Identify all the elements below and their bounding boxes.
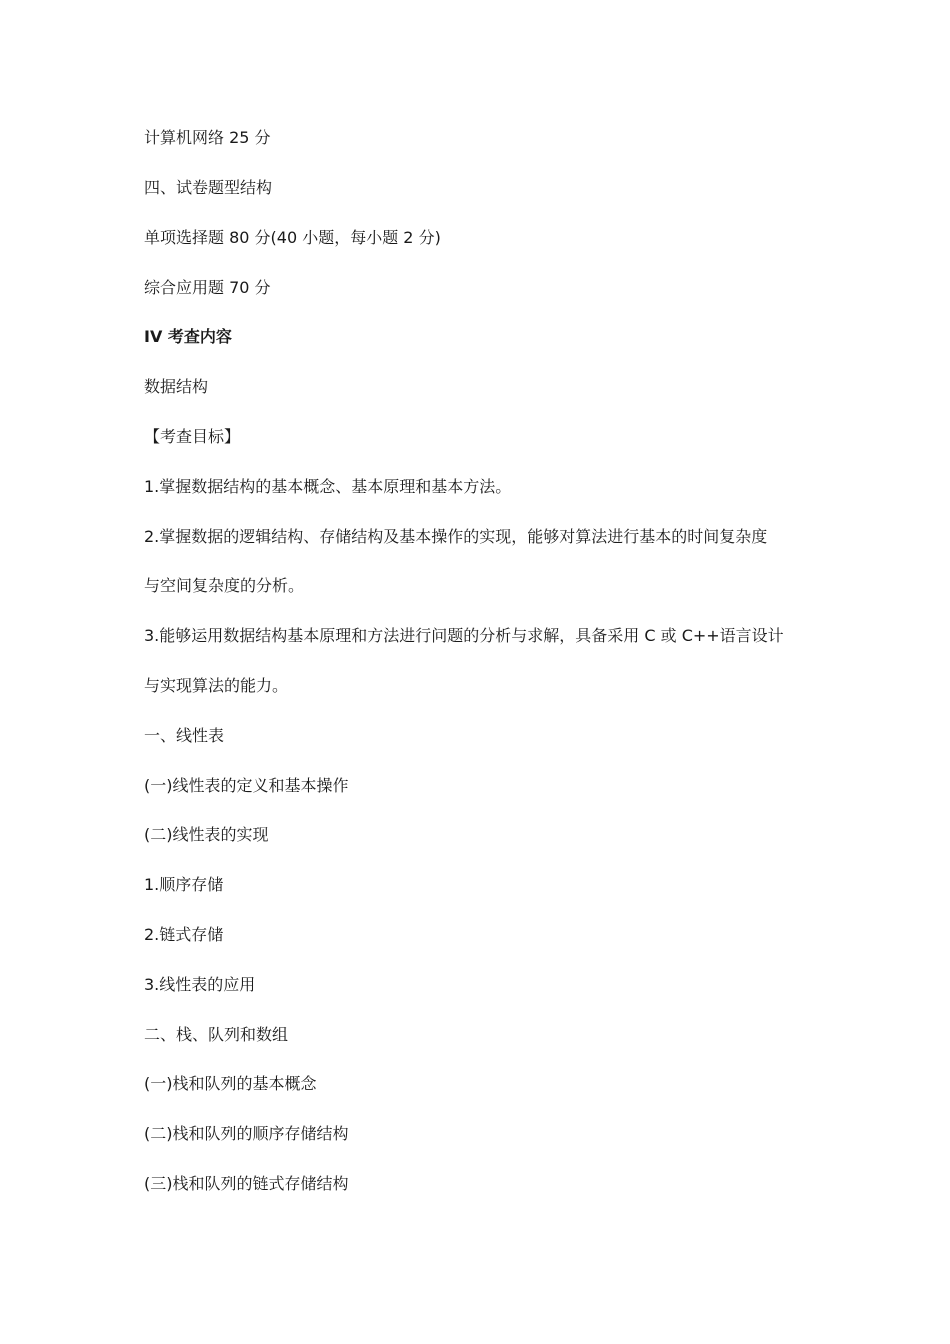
topic-heading-linear-list: 一、线性表 bbox=[144, 726, 225, 745]
subtopic-linear-list-implementation: (二)线性表的实现 bbox=[144, 825, 269, 844]
topic-heading-stack-queue-array: 二、栈、队列和数组 bbox=[144, 1025, 289, 1044]
objectives-heading: 【考查目标】 bbox=[144, 427, 241, 446]
question-type-comprehensive: 综合应用题 70 分 bbox=[144, 278, 271, 297]
subject-score-network: 计算机网络 25 分 bbox=[144, 128, 271, 147]
objective-item-3-line-2: 与实现算法的能力。 bbox=[144, 676, 289, 695]
subtopic-linear-list-definition: (一)线性表的定义和基本操作 bbox=[144, 776, 349, 795]
question-type-multiple-choice: 单项选择题 80 分(40 小题，每小题 2 分) bbox=[144, 228, 441, 247]
objective-item-1: 1.掌握数据结构的基本概念、基本原理和基本方法。 bbox=[144, 477, 512, 496]
subtopic-stack-queue-sequential: (二)栈和队列的顺序存储结构 bbox=[144, 1124, 349, 1143]
objective-item-3-line-1: 3.能够运用数据结构基本原理和方法进行问题的分析与求解，具备采用 C 或 C++语言设计 bbox=[144, 626, 784, 645]
list-item-sequential-storage: 1.顺序存储 bbox=[144, 875, 224, 894]
list-item-linear-list-application: 3.线性表的应用 bbox=[144, 975, 256, 994]
objective-item-2-line-2: 与空间复杂度的分析。 bbox=[144, 576, 305, 595]
objective-item-2-line-1: 2.掌握数据的逻辑结构、存储结构及基本操作的实现，能够对算法进行基本的时间复杂度 bbox=[144, 527, 768, 546]
subject-heading-data-structures: 数据结构 bbox=[144, 377, 209, 396]
section-heading-exam-structure: 四、试卷题型结构 bbox=[144, 178, 273, 197]
list-item-linked-storage: 2.链式存储 bbox=[144, 925, 224, 944]
subtopic-stack-queue-concepts: (一)栈和队列的基本概念 bbox=[144, 1074, 317, 1093]
chapter-heading-contents: IV 考查内容 bbox=[144, 327, 232, 346]
subtopic-stack-queue-linked: (三)栈和队列的链式存储结构 bbox=[144, 1174, 349, 1193]
